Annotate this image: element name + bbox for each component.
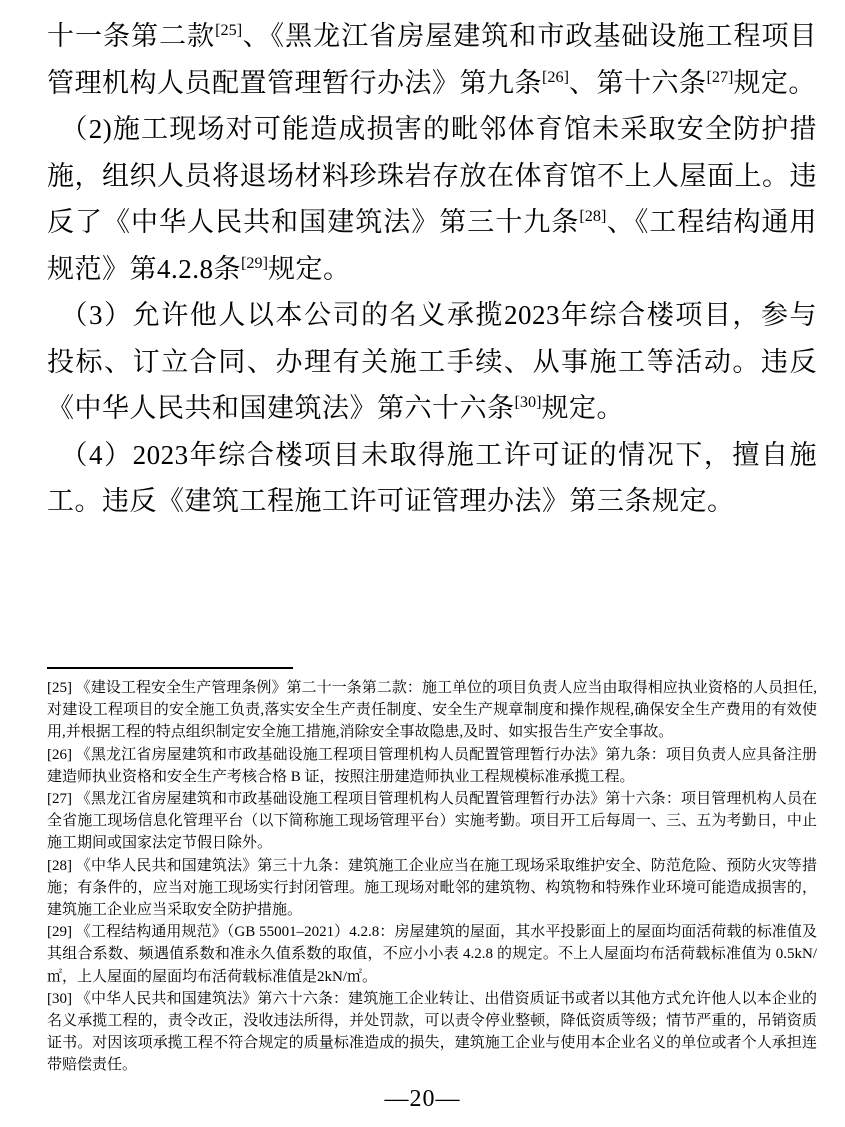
footnote-ref: [30] (514, 393, 542, 411)
body-text (47, 13, 817, 525)
body-paragraph: （2)施工现场对可能造成损害的毗邻体育馆未采取安全防护措施，组织人员将退场材料珍珠岩存放在体育馆不上人屋面上。违反了《中华人民共和国建筑法》第三十九条[28]、《工程结构通用规范》第4.2.8条[29]规定。 (47, 114, 818, 284)
footnote-item: [29] 《工程结构通用规范》（GB 55001–2021）4.2.8：房屋建筑的屋面，其水平投影面上的屋面均面活荷载的标准值及其组合系数、频遇值系数和准永久值系数的取值，不应小小表 4.2.8 的规定。不上人屋面均布活荷载标准值为 0.5kN/㎡，上人屋面的屋面均布活荷载标准值是2kN/㎡。 (47, 924, 817, 985)
footnote-item: [26] 《黑龙江省房屋建筑和市政基础设施工程项目管理机构人员配置管理暂行办法》第九条：项目负责人应具备注册建造师执业资格和安全生产考核合格 B 证，按照注册建造师执业工程规模标准承揽工程。 (47, 746, 817, 785)
footnote-ref: [27] (706, 67, 734, 86)
footnote-separator (47, 667, 293, 669)
footnote-item: [25] 《建设工程安全生产管理条例》第二十一条第二款：施工单位的项目负责人应当由取得相应执业资格的人员担任,对建设工程项目的安全施工负责,落实安全生产责任制度、安全生产规章制度和操作规程,确保安全生产费用的有效使用,并根据工程的特点组织制定安全施工措施,消除安全事故隐患,及时、如实报告生产安全事故。 (47, 680, 817, 741)
footnote-marker: [27] (47, 791, 72, 808)
footnote-marker: [25] (47, 680, 72, 696)
footnote-marker: [28] (47, 857, 72, 874)
footnote-ref: [28] (579, 207, 607, 225)
body-paragraph: （4）2023年综合楼项目未取得施工许可证的情况下，擅自施工。违反《建筑工程施工许可证管理办法》第三条规定。 (47, 439, 817, 516)
footnote-ref: [25] (215, 21, 243, 39)
footnote-item: [28] 《中华人民共和国建筑法》第三十九条：建筑施工企业应当在施工现场采取维护安全、防范危险、预防火灾等措施；有条件的，应当对施工现场实行封闭管理。施工现场对毗邻的建筑物、构筑物和特殊作业环境可能造成损害的，建筑施工企业应当采取安全防护措施。 (47, 857, 817, 919)
footnote-ref: [29] (241, 253, 268, 272)
footnote-item: [27] 《黑龙江省房屋建筑和市政基础设施工程项目管理机构人员配置管理暂行办法》第十六条：项目管理机构人员在全省施工现场信息化管理平台（以下简称施工现场管理平台）实施考勤。项目开工后每周一、三、五为考勤日，中止施工期间或国家法定节假日除外。 (47, 791, 817, 852)
footnote-item: [30] 《中华人民共和国建筑法》第六十六条：建筑施工企业转让、出借资质证书或者以其他方式允许他人以本企业的名义承揽工程的，责令改正，没收违法所得，并处罚款，可以责令停业整顿，降低资质等级；情节严重的，吊销资质证书。对因该项承揽工程不符合规定的质量标准造成的损失，建筑施工企业与使用本企业名义的单位或者个人承担连带赔偿责任。 (47, 990, 817, 1074)
page-number: —20— (384, 1086, 461, 1112)
footnote-marker: [30] (47, 990, 72, 1007)
footnote-marker: [26] (47, 746, 72, 763)
body-paragraph: （3）允许他人以本公司的名义承揽2023年综合楼项目，参与投标、订立合同、办理有关施工手续、从事施工等活动。违反《中华人民共和国建筑法》第六十六条[30]规定。 (47, 300, 817, 423)
footnote-ref: [26] (542, 67, 569, 86)
footnote-list (47, 677, 817, 1077)
footnote-marker: [29] (47, 924, 72, 941)
body-paragraph: 十一条第二款[25]、《黑龙江省房屋建筑和市政基础设施工程项目管理机构人员配置管理暂行办法》第九条[26]、第十六条[27]规定。 (47, 21, 818, 98)
